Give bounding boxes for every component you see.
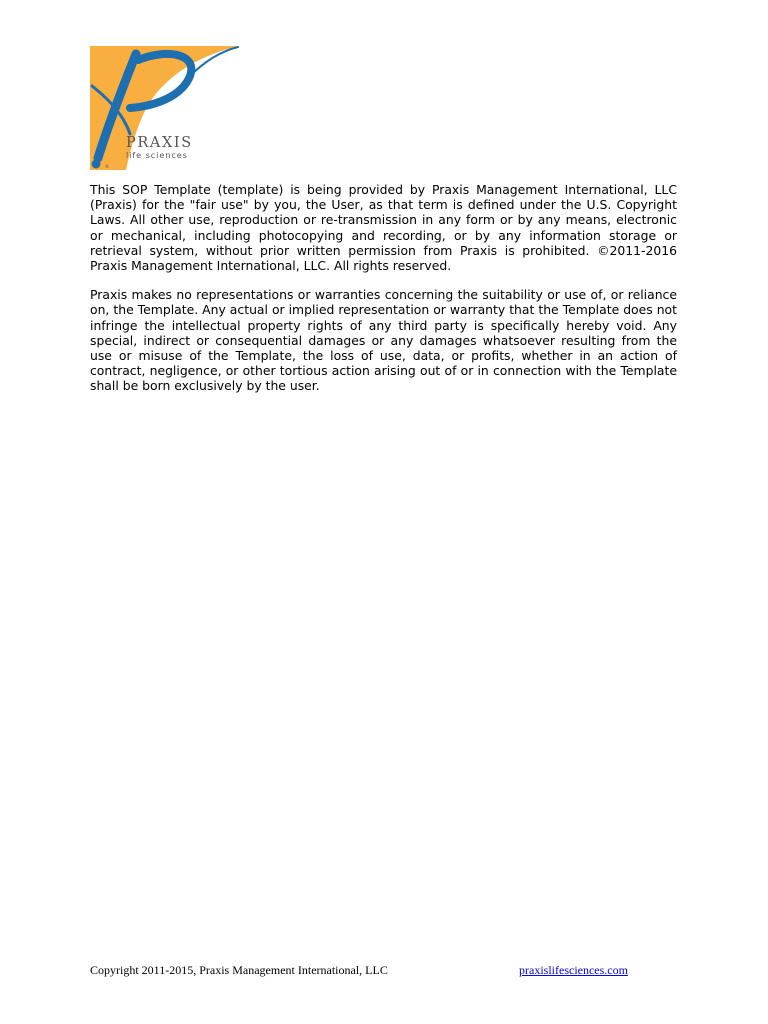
- logo-brand-name: PRAXIS: [126, 135, 193, 151]
- praxis-logo: [90, 46, 240, 170]
- logo-tagline: life sciences: [126, 150, 188, 160]
- warranty-disclaimer-paragraph: Praxis makes no representations or warranties concerning the suitability or use of, or reliance on, the Template. Any actual or implied representation or warranty that the Template does not infringe the intellectual property rights of any third party is specifically hereby void. Any special, indirect or consequential damages or any damages whatsoever resulting from the use or misuse of the Template, the loss of use, data, or profits, whether in an action of contract, negligence, or other tortious action arising out of or in connection with the Template shall be born exclusively by the user.: [90, 287, 677, 394]
- page-footer: [90, 963, 650, 979]
- usage-notice-paragraph: This SOP Template (template) is being provided by Praxis Management International, LLC (Praxis) for the "fair use" by you, the User, as that term is defined under the U.S. Copyright Laws. All other use, reproduction or re-transmission in any form or by any means, electronic or mechanical, including photocopying and recording, or by any information storage or retrieval system, without prior written permission from Praxis is prohibited. ©2011-2016 Praxis Management International, LLC. All rights reserved.: [90, 182, 677, 274]
- footer-copyright: Copyright 2011-2015, Praxis Management International, LLC: [90, 963, 388, 977]
- svg-text:®: ®: [105, 164, 109, 169]
- logo-p-foot: [92, 160, 101, 169]
- praxis-logo-graphic: [90, 46, 240, 170]
- footer-website-link[interactable]: praxislifesciences.com: [519, 963, 628, 977]
- disclaimer-body: [90, 182, 677, 408]
